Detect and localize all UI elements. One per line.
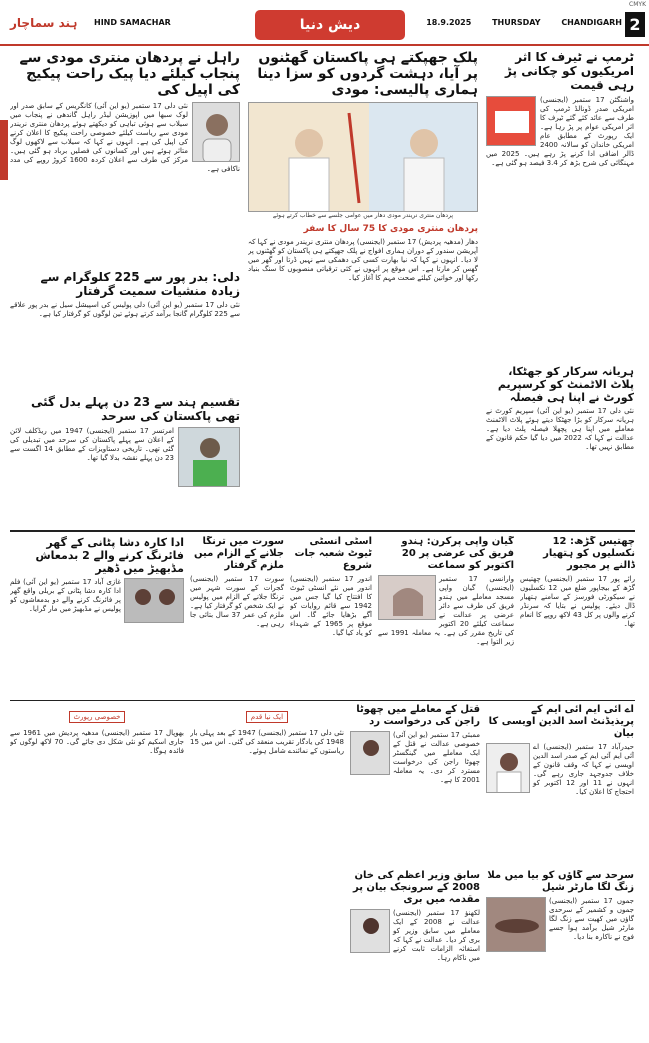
headline: سورت میں ترنگا جلانے کے الزام میں ملزم گرفتار (194, 536, 284, 571)
story-owaisi (486, 704, 634, 864)
body-text: اندور 17 ستمبر (ایجنسی) اندور میں نئے انسٹی ٹیوٹ کا افتتاح کیا گیا جس میں 1942 سے قائم روایات کو آگے بڑھایا جائے گا۔ اس موقع پر 1965 کے شہداء کو یاد کیا گیا۔ (290, 575, 372, 637)
story-gyanvapi (378, 536, 514, 696)
headline: گیان واپی پرکرن: ہندو فریق کی عرضی پر 20 اکتوبر کو سماعت (401, 536, 514, 571)
story-misc2 (10, 704, 184, 1024)
box-label: ایک نیا قدم (246, 711, 288, 723)
mosque-icon (379, 576, 436, 620)
body-text: جموں 17 ستمبر (ایجنسی) جموں و کشمیر کے سرحدی گاؤں میں کھیت سے زنگ لگا مارٹر شیل برآمد ہوا جسے فوج نے ناکارہ بنا دیا۔ (549, 897, 634, 941)
body-text: بھوپال 17 ستمبر (ایجنسی) مدھیہ پردیش میں 1961 سے جاری اسکیم کو نئی شکل دی جائے گی۔ 70 لاکھ لوگوں کو فائدہ ہوگا۔ (10, 729, 184, 755)
story-surat (190, 536, 284, 696)
story-indore (290, 536, 372, 696)
story-border (486, 870, 634, 1030)
brand-name: HIND SAMACHAR (94, 18, 171, 27)
portrait-icon (351, 910, 390, 953)
partition-photo (178, 427, 240, 487)
story-malegaon (350, 870, 480, 1030)
photo-caption: پردھان منتری نریندر مودی دھار میں عوامی جلسے سے خطاب کرتے ہوئے (272, 212, 454, 219)
body-text: ممبئی 17 ستمبر (یو این آئی) خصوصی عدالت نے قتل کے ایک معاملے میں گینگسٹر چھوٹا راجن کی درخواست مسترد کر دی۔ یہ معاملہ 2001 کا ہے۔ (393, 731, 480, 784)
section-title: دیش دنیا (255, 10, 405, 40)
trump-graphic (486, 96, 536, 146)
story-qatl (350, 704, 480, 864)
subheadline: پردھان منتری مودی کا 75 سال کا سفر (303, 224, 478, 234)
portrait-icon (193, 103, 240, 162)
divider (10, 700, 635, 701)
headline: راہل نے پردھان منتری مودی سے پنجاب کیلئے دیا پیک راحت پیکیج کی اپیل کی (19, 50, 240, 98)
masthead (0, 0, 649, 46)
tariff-graphic-icon (487, 97, 536, 146)
story-modi (248, 50, 478, 520)
story-chhattisgarh (520, 536, 635, 696)
issue-date: 18.9.2025 (426, 18, 472, 27)
body-text: نئی دلی 17 ستمبر (یو این آئی) سپریم کورٹ نے ہریانہ سرکار کو بڑا جھٹکا دیتے ہوئے پلاٹ الاٹمنٹ معاملے میں اپنا ہی پچھلا فیصلہ پلٹ دیا ہے۔ عدالت نے کہا کہ 2022 میں دیا گیا حکم قانون کے مطابق نہیں تھا۔ (486, 407, 634, 451)
owaisi-photo (486, 743, 530, 793)
headline: ہریانہ سرکار کو جھٹکا، پلاٹ الاٹمنٹ کو کرسپریم کورٹ نے اپنا ہی فیصلہ (497, 365, 634, 404)
issue-city: CHANDIGARH (561, 18, 622, 27)
newspaper-logo: ہند سماچار (10, 16, 78, 30)
gyanvapi-photo (378, 575, 436, 620)
rahul-photo (192, 102, 240, 162)
headline: دلی: بدر پور سے 225 کلوگرام سے زیادہ منشیات سمیت گرفتار (40, 270, 240, 298)
portrait-icon (487, 744, 530, 793)
cmyk-mark: CMYK (629, 1, 646, 8)
box-label: خصوصی رپورٹ (69, 711, 126, 723)
headline: قتل کے معاملے میں چھوٹا راجن کی درخواست رد (356, 704, 480, 727)
body-text: امرتسر 17 ستمبر (ایجنسی) 1947 میں ریڈکلف لائن کے اعلان سے پہلے پاکستان کی سرحد میں تبدیلی کی گئی تھی۔ تاریخی دستاویزات کے مطابق 14 اگست سے 23 دن پہلے نقشہ بدلا گیا تھا۔ (10, 427, 175, 462)
story-delhi (10, 270, 240, 380)
story-partition (10, 395, 240, 535)
left-margin-bar (0, 120, 8, 180)
mortar-photo (486, 897, 546, 952)
story-misc1 (190, 704, 344, 1024)
body-text: وارانسی 17 ستمبر (ایجنسی) گیان واپی مسجد معاملے میں ہندو فریق کی طرف سے دائر عرضی پر عدالت نے سماعت کیلئے 20 اکتوبر کی تاریخ مقرر کی ہے۔ یہ معاملہ 1991 سے زیر التوا ہے۔ (378, 575, 514, 646)
headline: اے آئی ایم آئی ایم کے پریذیڈنٹ اسد الدین اویسی کا بیان (488, 704, 634, 739)
body-text: حیدرآباد 17 ستمبر (ایجنسی) اے آئی ایم آئی ایم کے صدر اسد الدین اویسی نے کہا کہ وقف قانون کے خلاف جدوجہد جاری رہے گی۔ انہوں نے 11 اور 12 اکتوبر کو احتجاج کا اعلان کیا۔ (533, 743, 634, 796)
body-text: سورت 17 ستمبر (ایجنسی) گجرات کے سورت شہر میں ترنگا جلانے کے الزام میں پولیس نے ایک شخص کو گرفتار کیا ہے۔ ملزم کی عمر 37 سال بتائی جا رہی ہے۔ (190, 575, 284, 628)
body-text: نئی دلی 17 ستمبر (یو این آئی) دلی پولیس کی اسپیشل سیل نے بدر پور علاقے سے 225 کلوگرام گانجا برآمد کرتے ہوئے تین لوگوں کو گرفتار کیا ہے۔ (10, 301, 240, 318)
headline: سرحد سے گاؤں کو بیا میں ملا زنگ لگا مارٹر شیل (487, 870, 634, 893)
headline: ٹرمپ نے ٹیرف کا اثر امریکیوں کو چکانی پڑ رہی قیمت (505, 50, 634, 92)
body-text: دھار (مدھیہ پردیش) 17 ستمبر (ایجنسی) پردھان منتری نریندر مودی نے کہا کہ آپریشن سندور کے دوران ہماری افواج نے پلک جھپکتے ہی پاکستان کو گھٹنوں پر لا دیا۔ انہوں نے کہا کہ نیا بھارت کسی کی دھمکی سے نہیں ڈرتا اور گھر میں گھس کر مارتا ہے۔ اس موقع پر انہوں نے کئی ترقیاتی منصوبوں کا سنگ بنیاد رکھا اور خواتین کیلئے صحت مہم کا آغاز کیا۔ (248, 238, 478, 282)
body-text: غازی آباد 17 ستمبر (یو این آئی) فلم ادا کارہ دشا پٹانی کے بریلی واقع گھر پر فائرنگ کرنے والے دو بدمعاشوں کو پولیس نے مڈبھیڑ میں مار گرایا۔ (10, 578, 121, 613)
mortar-shell-icon (487, 898, 546, 952)
body-text: واشنگٹن 17 ستمبر (ایجنسی) امریکی صدر ڈونالڈ ٹرمپ کی طرف سے عائد کئے گئے ٹیرف کا اثر امریکی عوام پر پڑ رہا ہے۔ ایک رپورٹ کے مطابق عام امریکی خاندان کو سالانہ 2400 ڈالر اضافی ادا کرنے پڑ رہے ہیں۔ 2025 میں مہنگائی کی شرح بڑھ کر 3.4 فیصد ہو گئی ہے۔ (486, 96, 634, 167)
headline: اسٹی انسٹی ٹیوٹ شعبہ جات شروع (294, 536, 372, 571)
headline: پلک جھپکتے ہی پاکستان گھٹنوں پر آیا، دہشت گردوں کو سزا دینا ہماری پالیسی: مودی (257, 50, 478, 98)
portrait-icon (351, 732, 390, 775)
body-text: لکھنؤ 17 ستمبر (ایجنسی) عدالت نے 2008 کے ایک معاملے میں سابق وزیر کو بری کر دیا۔ عدالت نے کہا کہ استغاثہ الزامات ثابت کرنے میں ناکام رہا۔ (393, 909, 480, 962)
portrait-icon (179, 428, 240, 487)
story-haryana (486, 365, 634, 525)
date-bar (408, 18, 622, 27)
portrait-icon (125, 579, 184, 623)
story-shooting (10, 536, 184, 696)
body-text: رائے پور 17 ستمبر (ایجنسی) چھتیس گڑھ کے بیجاپور ضلع میں 12 نکسلیوں نے سیکورٹی فورسز کے سامنے ہتھیار ڈال دیئے۔ پولیس نے بتایا کہ سرنڈر کرنے والوں پر کل 43 لاکھ روپے کا انعام تھا۔ (520, 575, 635, 628)
headline: سابق وزیر اعظم کی خان 2008 کے سرونجک بیان پر مقدمہ میں بری (352, 870, 480, 905)
body-text: نئی دلی 17 ستمبر (یو این آئی) کانگریس کے سابق صدر اور لوک سبھا میں اپوزیشن لیڈر راہل گاندھی نے پنجاب میں سیلاب سے ہوئی تباہی کو دیکھتے ہوئے پردھان منتری نریندر مودی سے ریاست کیلئے خصوصی راحت پیکیج کا اعلان کرنے کی اپیل کی ہے۔ انہوں نے کہا کہ سیلاب سے لاکھوں لوگ متاثر ہوئے ہیں اور کسانوں کی فصلیں برباد ہو گئی ہیں۔ مرکز کی طرف سے اعلان کردہ 1600 کروڑ روپے کی مدد ناکافی ہے۔ (10, 102, 240, 173)
page-number: 2 (625, 12, 645, 37)
issue-day: THURSDAY (492, 18, 541, 27)
shooting-photo (124, 578, 184, 623)
headline: تقسیم ہند سے 23 دن پہلے بدل گئی تھی پاکستان کی سرحد (30, 395, 240, 423)
body-text: نئی دلی 17 ستمبر (ایجنسی) 1947 کے بعد پہلی بار 1948 کی یادگار تقریب منعقد کی گئی۔ اس میں 15 ریاستوں کے نمائندے شامل ہوئے۔ (190, 729, 344, 755)
qatl-photo (350, 731, 390, 775)
headline: ادا کارہ دشا پٹانی کے گھر فائرنگ کرنے والے 2 بدمعاش مڈبھیڑ میں ڈھیر (35, 536, 184, 575)
headline: چھتیس گڑھ: 12 نکسلیوں کو ہتھیار ڈالنے پر مجبور (543, 536, 635, 571)
modi-image-icon (249, 103, 478, 212)
modi-photo (248, 102, 478, 212)
divider (10, 530, 635, 532)
story-trump (486, 50, 634, 350)
malegaon-photo (350, 909, 390, 953)
